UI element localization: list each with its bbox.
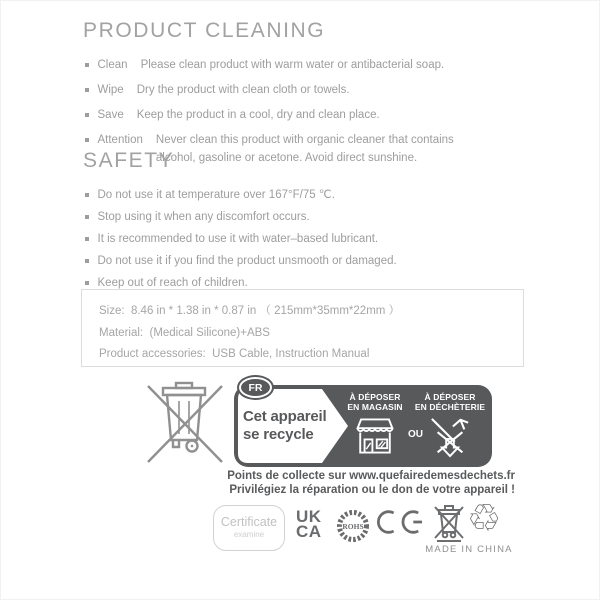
bullet-text: Keep the product in a cool, dry and clean place.	[136, 109, 380, 121]
collection-info-line2: Privilégiez la réparation ou le don de votre appareil !	[229, 483, 515, 496]
bullet-icon	[85, 113, 89, 117]
list-item	[83, 83, 535, 97]
bullet-text: Dry the product with clean cloth or towels.	[136, 84, 350, 96]
ukca-mark: UK CA	[296, 507, 322, 541]
bullet-text: Do not use it if you find the product unsmooth or damaged.	[97, 255, 397, 267]
collection-info-line1: Points de collecte sur www.quefairedemesdechets.fr	[227, 470, 515, 482]
bullet-keyword: Attention	[97, 134, 143, 146]
fr-badge: FR	[239, 377, 272, 398]
ce-mark-icon	[376, 508, 426, 536]
bullet-text: It is recommended to use it with water–based lubricant.	[97, 233, 379, 245]
recycle-headline: Cet appareil se recycle	[243, 408, 327, 443]
spec-accessories: Product accessories: USB Cable, Instruction Manual	[99, 348, 370, 360]
spec-box	[81, 289, 524, 367]
list-item	[83, 210, 535, 224]
deposit-in-dechetterie-option: À DÉPOSER EN DÉCHÈTERIE	[412, 392, 488, 463]
list-item	[83, 58, 535, 72]
dechetterie-icon	[429, 416, 471, 458]
bullet-icon	[85, 237, 89, 241]
list-item	[83, 232, 535, 246]
made-in-china-label: MADE IN CHINA	[425, 544, 513, 555]
list-item	[83, 276, 535, 290]
spec-size: Size: 8.46 in * 1.38 in * 0.87 in （ 215mm*35mm*22mm ）	[99, 305, 401, 317]
spec-material: Material: (Medical Silicone)+ABS	[99, 326, 270, 339]
weee-crossed-bin-small-icon	[432, 504, 466, 544]
bullet-icon	[85, 193, 89, 197]
list-item	[83, 188, 535, 202]
bullet-icon	[85, 63, 89, 67]
bullet-icon	[85, 281, 89, 285]
bullet-icon	[85, 88, 89, 92]
bullet-icon	[85, 259, 89, 263]
bullet-keyword: Wipe	[97, 84, 124, 96]
bullet-text: Do not use it at temperature over 167°F/75 ℃.	[97, 189, 335, 201]
bullet-text: Please clean product with warm water or antibacterial soap.	[140, 59, 445, 71]
svg-text:ROHS: ROHS	[342, 522, 364, 531]
safety-bullet-list	[83, 188, 535, 290]
deposit-in-store-option: À DÉPOSER EN MAGASIN	[346, 392, 404, 461]
bullet-text: Stop using it when any discomfort occurs.	[97, 211, 310, 223]
section-safety	[83, 149, 535, 298]
list-item	[83, 254, 535, 268]
bullet-text: Keep out of reach of children.	[97, 277, 248, 289]
bullet-keyword: Save	[97, 109, 124, 121]
bullet-keyword: Clean	[97, 59, 128, 71]
store-icon	[354, 416, 396, 456]
bullet-icon	[85, 138, 89, 142]
weee-crossed-bin-icon	[143, 378, 227, 470]
product-cleaning-title: PRODUCT CLEANING	[83, 19, 326, 42]
or-label: OU	[408, 429, 423, 440]
collection-info	[201, 470, 515, 497]
certificate-badge: Certificate examine	[213, 505, 285, 551]
recycle-banner	[234, 381, 492, 467]
bullet-icon	[85, 215, 89, 219]
rohs-wreath-icon	[334, 506, 372, 544]
recycle-loop-icon: ♲	[467, 496, 502, 540]
list-item	[83, 108, 535, 122]
bullet-text: Never clean this product with organic cleaner that contains alcohol, gasoline or acetone. Avoid direct sunshine.	[155, 134, 454, 164]
safety-title: SAFETY	[83, 149, 175, 172]
